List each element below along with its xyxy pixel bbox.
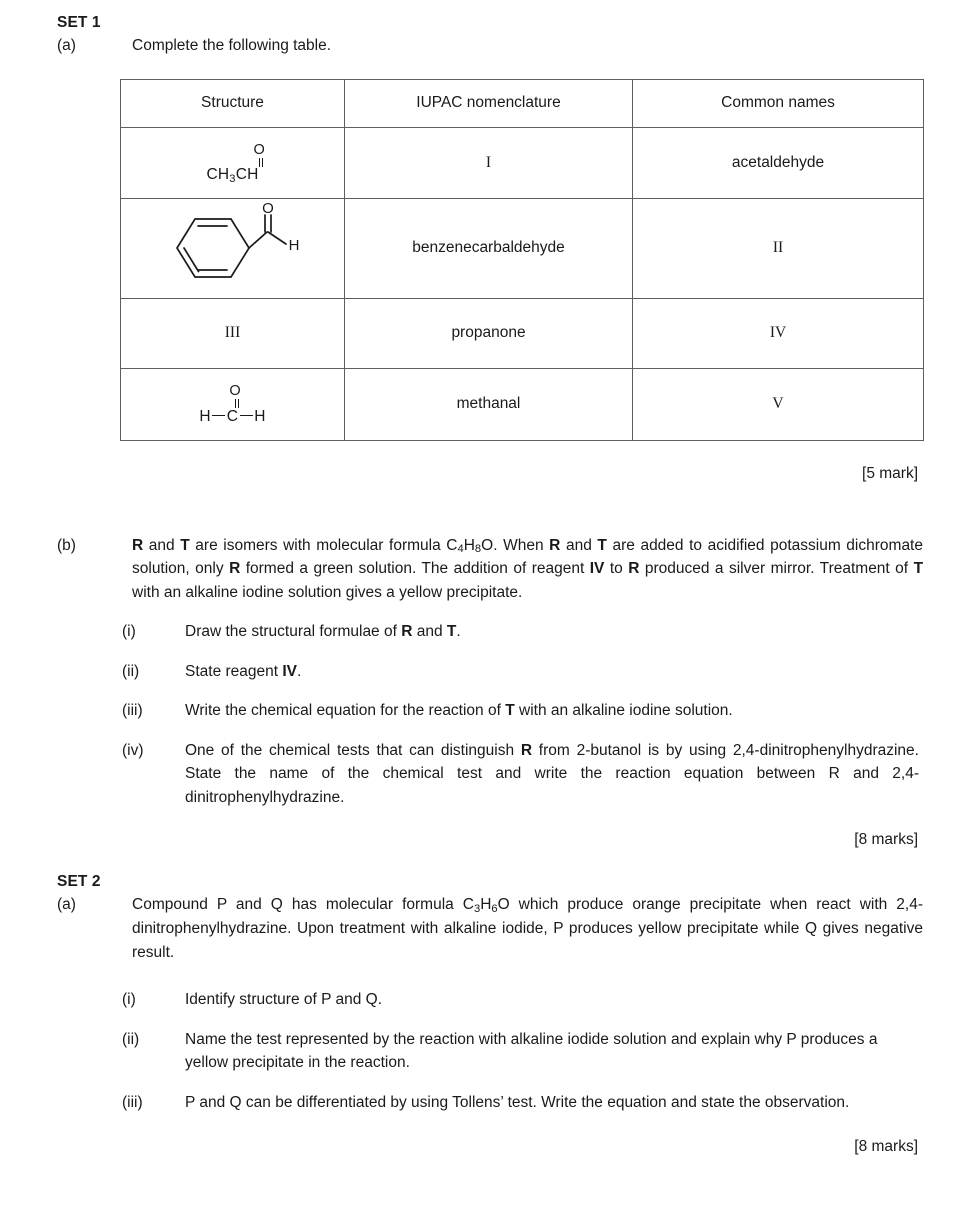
cell-structure-benzaldehyde bbox=[121, 198, 345, 298]
oxygen-label: O bbox=[261, 202, 274, 218]
item-label: (iv) bbox=[122, 741, 144, 759]
table-row bbox=[121, 198, 924, 298]
table-row bbox=[121, 127, 924, 198]
set1-b-item-ii bbox=[57, 660, 923, 684]
methanal-formula bbox=[199, 408, 265, 425]
set2-a-item-i bbox=[57, 988, 923, 1012]
double-bond-icon bbox=[235, 399, 239, 408]
set1-part-a-marks: [5 mark] bbox=[862, 464, 918, 482]
set1-part-b-row bbox=[57, 534, 923, 605]
acetaldehyde-structure bbox=[206, 141, 265, 185]
cell-iupac-2: benzenecarbaldehyde bbox=[345, 198, 633, 298]
set1-part-b-label: (b) bbox=[57, 536, 76, 554]
structure-table-wrap bbox=[57, 79, 923, 441]
set2-part-a-paragraph: Compound P and Q has molecular formula $C_3H_6O$ which produce orange precipitate when react with 2,4- dinitrophenylhydrazine. Upon treatment with alkaline iodide, P produces yellow precipitate while Q gives negative result. bbox=[132, 896, 923, 961]
column-header-common: Common names bbox=[633, 79, 924, 127]
set2-part-a-marks: [8 marks] bbox=[854, 1138, 918, 1156]
hydrogen-label: H bbox=[288, 237, 299, 255]
oxygen-label: O bbox=[229, 382, 241, 399]
column-header-structure: Structure bbox=[121, 79, 345, 127]
item-text: Draw the structural formulae of R and T. bbox=[185, 623, 461, 641]
set2-part-a-row bbox=[57, 893, 923, 964]
set1-part-a-row bbox=[57, 34, 923, 58]
cell-common-2: II bbox=[633, 198, 924, 298]
set2-a-item-ii bbox=[57, 1028, 923, 1075]
item-text: One of the chemical tests that can distinguish R from 2-butanol is by using 2,4-dinitrophenylhydrazine. State the name of the chemical test and write the reaction equation between R and 2,4-dinitrophenylhydrazine. bbox=[185, 741, 919, 806]
benzaldehyde-structure bbox=[167, 202, 299, 294]
hydrogen-right: H bbox=[254, 407, 266, 425]
single-bond-icon bbox=[212, 415, 225, 416]
set2-a-item-iii bbox=[57, 1091, 923, 1115]
cell-common-4: V bbox=[633, 368, 924, 440]
set1-b-item-iii bbox=[57, 699, 923, 723]
set1-b-item-iv bbox=[57, 739, 923, 810]
cell-structure-methanal bbox=[121, 368, 345, 440]
cell-structure-acetaldehyde bbox=[121, 127, 345, 198]
hydrogen-left: H bbox=[199, 407, 211, 425]
item-text: Write the chemical equation for the reaction of T with an alkaline iodine solution. bbox=[185, 702, 733, 720]
single-bond-icon bbox=[240, 415, 253, 416]
item-label: (ii) bbox=[122, 662, 140, 680]
item-text: Identify structure of P and Q. bbox=[185, 991, 383, 1009]
set2-title: SET 2 bbox=[57, 873, 101, 891]
set1-part-b-paragraph: R and T are isomers with molecular formula $C_4H_8O$. When R and T are added to acidified potassium dichromate solution, only R formed a green solution. The addition of reagent IV to R produced a silver mirror. Treatment of T with an alkaline iodine solution gives a yellow precipitate. bbox=[132, 536, 924, 601]
cell-common-3: IV bbox=[633, 298, 924, 368]
set1-part-a-label: (a) bbox=[57, 37, 76, 54]
set1-part-a-instruction: Complete the following table. bbox=[132, 37, 332, 54]
item-text: P and Q can be differentiated by using Tollens’ test. Write the equation and state the observation. bbox=[185, 1093, 850, 1111]
acetaldehyde-formula: $CH_3CH$ bbox=[206, 165, 259, 185]
item-label: (i) bbox=[122, 623, 136, 641]
item-label: (ii) bbox=[122, 1030, 140, 1048]
table-row bbox=[121, 368, 924, 440]
structure-table bbox=[120, 79, 924, 441]
carbon-center: C bbox=[226, 407, 239, 425]
cell-iupac-3: propanone bbox=[345, 298, 633, 368]
cell-iupac-4: methanal bbox=[345, 368, 633, 440]
cell-structure-placeholder: III bbox=[121, 298, 345, 368]
item-text: Name the test represented by the reaction with alkaline iodide solution and explain why P produces a yellow precipitate in the reaction. bbox=[185, 1030, 878, 1072]
item-label: (iii) bbox=[122, 1093, 143, 1111]
table-row bbox=[121, 298, 924, 368]
item-label: (i) bbox=[122, 991, 136, 1009]
cell-iupac-1: I bbox=[345, 127, 633, 198]
set1-part-b-marks: [8 marks] bbox=[854, 831, 918, 849]
cell-common-1: acetaldehyde bbox=[633, 127, 924, 198]
oxygen-label: O bbox=[253, 141, 265, 158]
methanal-structure bbox=[199, 384, 265, 425]
set1-b-item-i bbox=[57, 620, 923, 644]
table-header-row bbox=[121, 79, 924, 127]
set2-part-a-label: (a) bbox=[57, 896, 76, 914]
double-bond-icon bbox=[259, 158, 263, 167]
set1-title: SET 1 bbox=[57, 14, 101, 31]
item-label: (iii) bbox=[122, 702, 143, 720]
item-text: State reagent IV. bbox=[185, 662, 302, 680]
column-header-iupac: IUPAC nomenclature bbox=[345, 79, 633, 127]
